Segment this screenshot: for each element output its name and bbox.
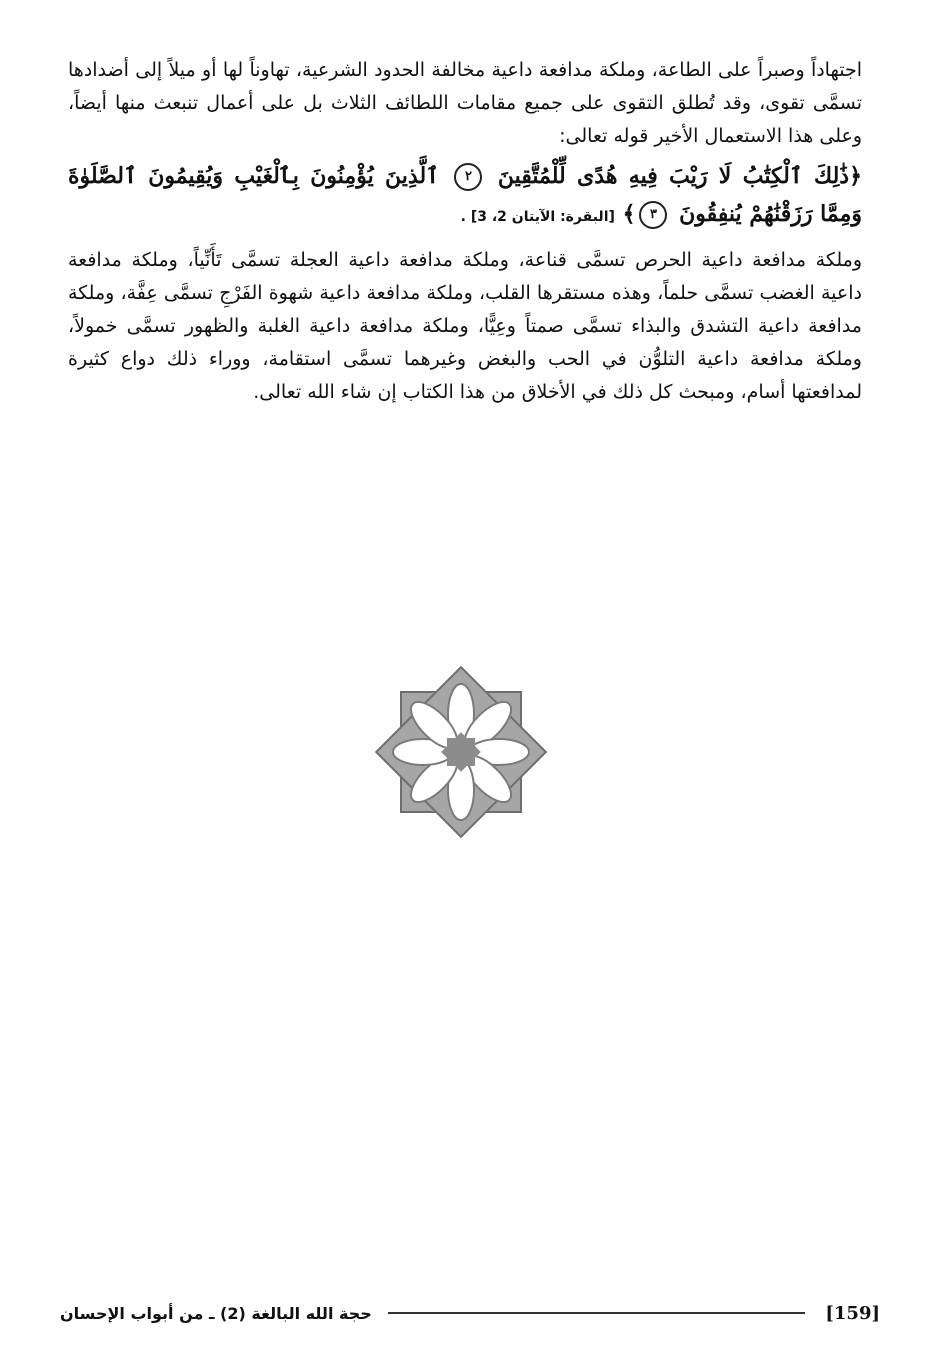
quran-ayah-2: ذَٰلِكَ ٱلْكِتَٰبُ لَا رَيْبَ فِيهِ هُدًى لِّلْمُتَّقِينَ (497, 163, 850, 189)
quran-close-brace: ﴾ (622, 201, 636, 227)
running-title: حجة الله البالغة (2) ـ من أبواب الإحسان (60, 1303, 372, 1323)
page-footer (60, 1296, 880, 1330)
quran-verse (68, 157, 862, 236)
footer-rule (388, 1312, 806, 1314)
page-number: [159] (825, 1302, 880, 1324)
verse-reference: [البقرة: الآيتان 2، 3] . (460, 209, 615, 225)
quran-ayah-3: ٱلَّذِينَ يُؤْمِنُونَ بِٱلْغَيْبِ وَيُقِيمُونَ ٱلصَّلَوٰةَ وَمِمَّا رَزَقْنَٰهُمْ يُنفِقُونَ (68, 163, 862, 227)
paragraph-1: اجتهاداً وصبراً على الطاعة، وملكة مدافعة داعية مخالفة الحدود الشرعية، تهاوناً لها أو ميلاً إلى أضدادها تسمَّى تقوى، وقد تُطلق التقوى على جميع مقامات اللطائف الثلاث بل على أعمال تنبعث منها أيضاً، وعلى هذا الاستعمال الأخير قوله تعالى: (68, 59, 862, 147)
eight-point-star-ornament-icon (361, 652, 561, 852)
ayah-number-marker: ٢ (454, 163, 482, 191)
quran-open-brace: ﴿ (849, 163, 862, 189)
ayah-number-marker: ٣ (639, 201, 667, 229)
page-body (68, 54, 862, 409)
paragraph-2: وملكة مدافعة داعية الحرص تسمَّى قناعة، وملكة مدافعة داعية العجلة تسمَّى تَأَنِّياً، وملكة مدافعة داعية الغضب تسمَّى حلماً، وهذه مستقرها القلب، وملكة مدافعة داعية شهوة الفَرْجِ تسمَّى عِفَّة، وملكة مدافعة داعية التشدق والبذاء تسمَّى صمتاً وعِيًّا، وملكة مدافعة داعية الغلبة والظهور تسمَّى خمولاً، وملكة مدافعة داعية التلوُّن في الحب والبغض وغيرهما تسمَّى استقامة، ووراء ذلك دواع كثيرة لمدافعتها أسام، ومبحث كل ذلك في الأخلاق من هذا الكتاب إن شاء الله تعالى. (68, 249, 862, 403)
